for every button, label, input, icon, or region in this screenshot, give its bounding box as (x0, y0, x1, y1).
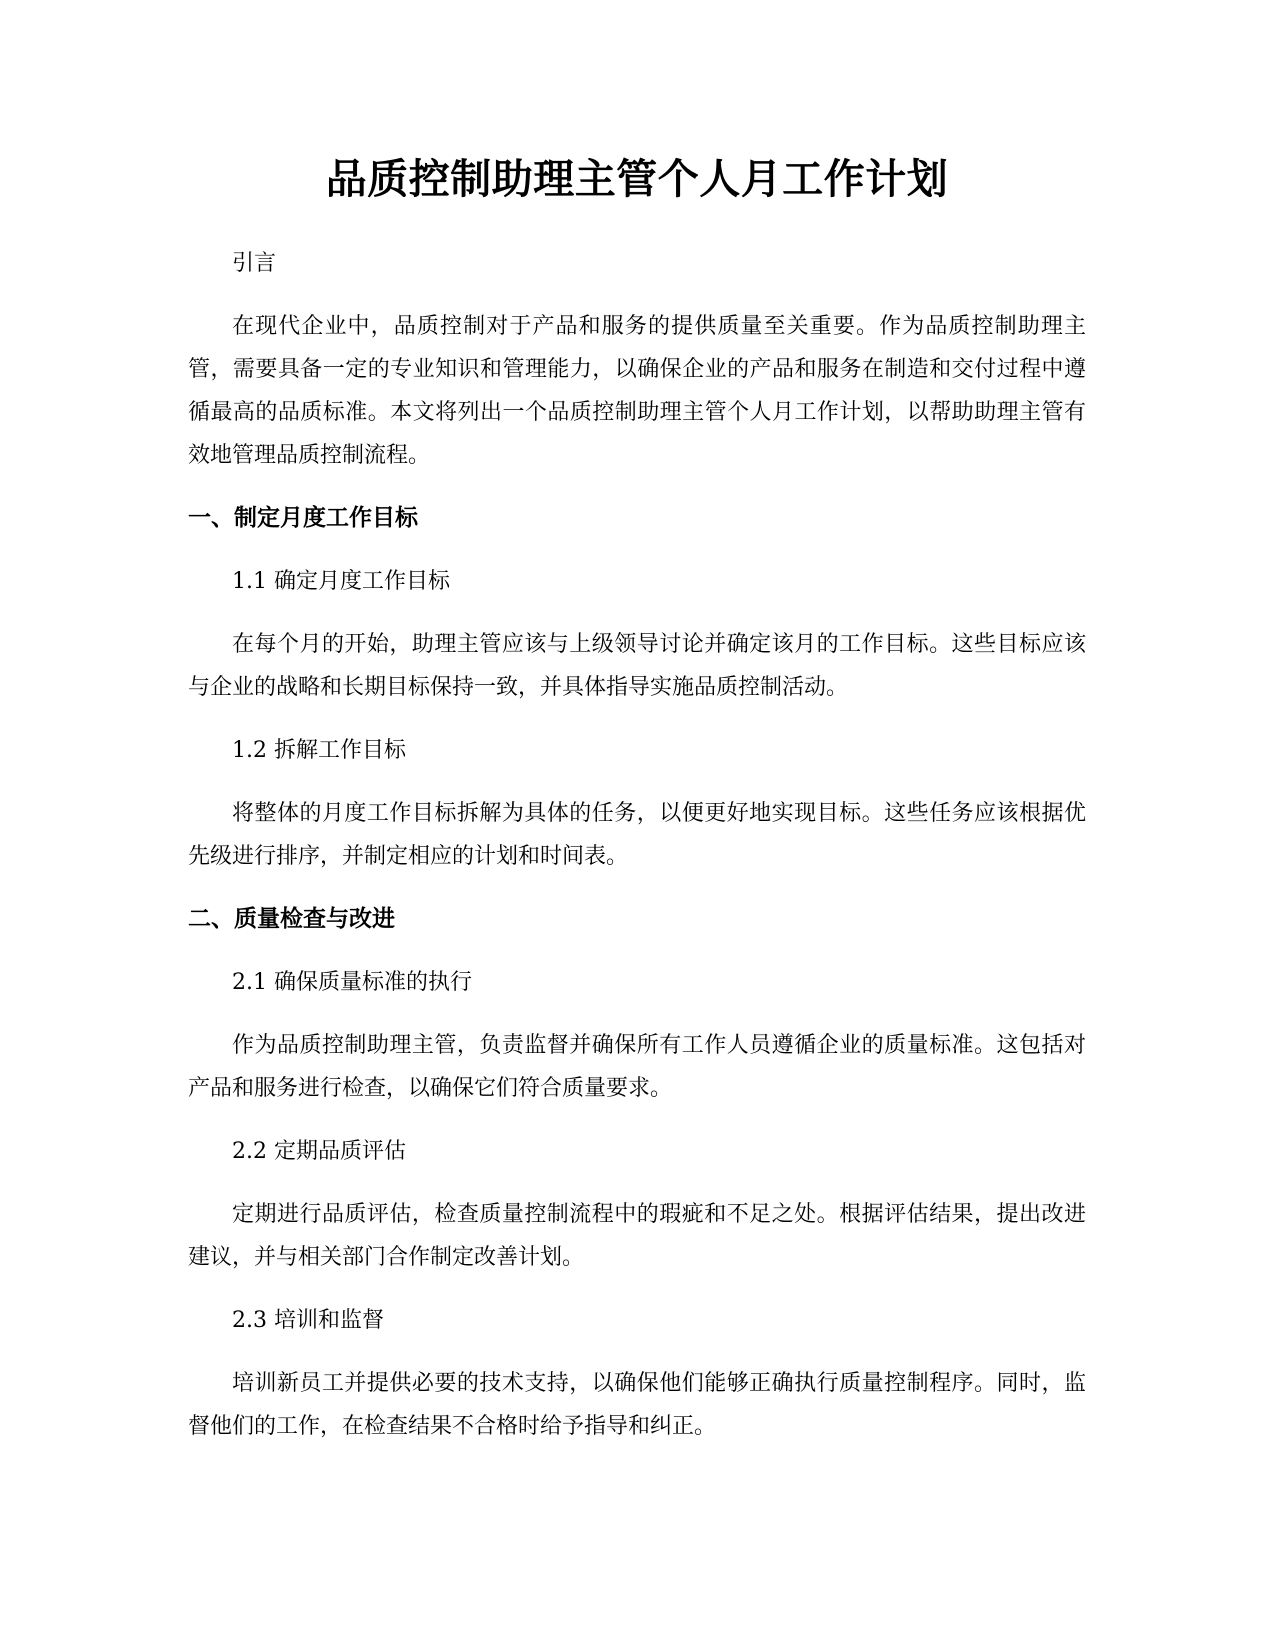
subsection-body-2-1: 作为品质控制助理主管，负责监督并确保所有工作人员遵循企业的质量标准。这包括对产品和服务进行检查，以确保它们符合质量要求。 (188, 1033, 1086, 1101)
intro-paragraph: 在现代企业中，品质控制对于产品和服务的提供质量至关重要。作为品质控制助理主管，需要具备一定的专业知识和管理能力，以确保企业的产品和服务在制造和交付过程中遵循最高的品质标准。本文将列出一个品质控制助理主管个人月工作计划，以帮助助理主管有效地管理品质控制流程。 (188, 314, 1086, 468)
subsection-title-2-1: 2.1 确保质量标准的执行 (232, 970, 472, 995)
subsection-title-2-3: 2.3 培训和监督 (232, 1308, 384, 1333)
section-heading-1: 一、制定月度工作目标 (188, 505, 418, 531)
document-content (188, 150, 1086, 1468)
intro-label: 引言 (232, 251, 277, 276)
subsection-body-1-2: 将整体的月度工作目标拆解为具体的任务，以便更好地实现目标。这些任务应该根据优先级进行排序，并制定相应的计划和时间表。 (188, 801, 1086, 869)
subsection-body-1-1: 在每个月的开始，助理主管应该与上级领导讨论并确定该月的工作目标。这些目标应该与企业的战略和长期目标保持一致，并具体指导实施品质控制活动。 (188, 632, 1086, 700)
subsection-title-1-2: 1.2 拆解工作目标 (232, 738, 406, 763)
section-heading-2: 二、质量检查与改进 (188, 906, 395, 932)
subsection-body-2-2: 定期进行品质评估，检查质量控制流程中的瑕疵和不足之处。根据评估结果，提出改进建议，并与相关部门合作制定改善计划。 (188, 1202, 1086, 1270)
subsection-title-1-1: 1.1 确定月度工作目标 (232, 569, 450, 594)
subsection-body-2-3: 培训新员工并提供必要的技术支持，以确保他们能够正确执行质量控制程序。同时，监督他们的工作，在检查结果不合格时给予指导和纠正。 (188, 1371, 1086, 1439)
subsection-title-2-2: 2.2 定期品质评估 (232, 1139, 406, 1164)
document-title: 品质控制助理主管个人月工作计划 (325, 155, 949, 203)
